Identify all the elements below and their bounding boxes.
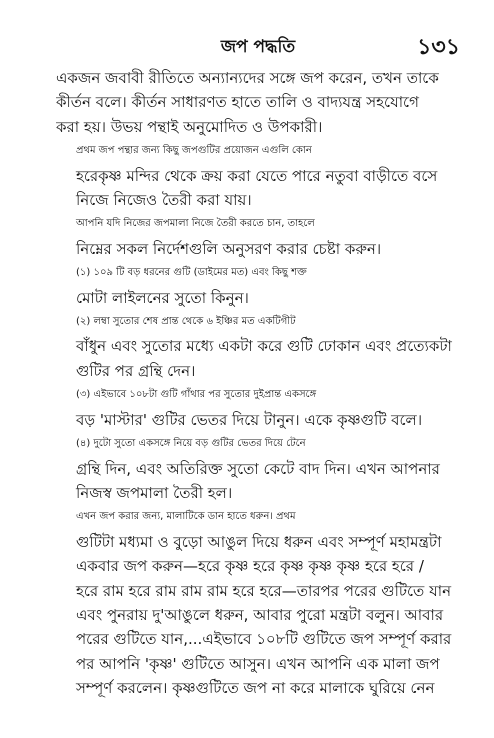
page-number: ১৩১ xyxy=(417,35,460,60)
paragraph xyxy=(56,432,460,505)
text-line: গুটিটা মধ্যমা ও বুড়ো আঙুল দিয়ে ধরুন এবং সম্পূর্ণ মহামন্ত্রটা xyxy=(76,532,442,551)
text-line: পরের গুটিতে যান,...এইভাবে ১০৮টি গুটিতে জপ সম্পূর্ণ করার xyxy=(76,630,452,649)
page-header xyxy=(56,30,460,60)
paragraph xyxy=(56,383,460,432)
paragraph xyxy=(56,212,460,261)
paragraph xyxy=(56,66,460,139)
text-line: কীর্তন বলে। কীর্তন সাধারণত হাতে তালি ও বাদ্যযন্ত্র সহযোগে xyxy=(56,93,419,112)
text-line: একজন জবাবী রীতিতে অন্যান্যদের সঙ্গে জপ করেন, তখন তাকে xyxy=(56,69,439,87)
text-line: (২) লম্বা সুতোর শেষ প্রান্ত থেকে ৬ ইঞ্চির মত একটিগীট xyxy=(76,316,296,328)
text-line: (৩) এইভাবে ১০৮টা গুটি গাঁথার পর সুতোর দুইপ্রান্ত একসঙ্গে xyxy=(76,389,317,401)
text-line: নিজস্ব জপমালা তৈরী হল। xyxy=(76,483,233,502)
text-line: বড় 'মাস্টার' গুটির ভেতর দিয়ে টানুন। একে কৃষ্ণগুটি বলে। xyxy=(76,410,423,429)
text-line: পর আপনি 'কৃষ্ণ' গুটিতে আসুন। এখন আপনি এক মালা জপ xyxy=(76,654,440,673)
text-line: আপনি যদি নিজের জপমালা নিজে তৈরী করতে চান, তাহলে xyxy=(76,218,315,230)
page-body xyxy=(56,66,460,701)
text-line: একবার জপ করুন—হরে কৃষ্ণ হরে কৃষ্ণ কৃষ্ণ কৃষ্ণ হরে হরে / xyxy=(76,557,424,576)
text-line: হরে রাম হরে রাম রাম রাম হরে হরে—তারপর পরের গুটিতে যান xyxy=(76,581,452,600)
text-line: বাঁধুন এবং সুতোর মধ্যে একটা করে গুটি ঢোকান এবং প্রত্যেকটা xyxy=(76,337,452,356)
paragraph xyxy=(56,261,460,310)
text-line: গুটির পর গ্রন্থি দেন। xyxy=(76,361,196,380)
text-line: এবং পুনরায় দু'আঙুলে ধরুন, আবার পুরো মন্ত্রটা বলুন। আবার xyxy=(76,605,444,624)
text-line: (১) ১০৯ টি বড় ধরনের গুটি (ডাইমের মত) এবং কিছু শক্ত xyxy=(76,267,307,279)
text-line: সম্পূর্ণ করলেন। কৃষ্ণগুটিতে জপ না করে মালাকে ঘুরিয়ে নেন xyxy=(76,679,435,698)
text-line: হরেকৃষ্ণ মন্দির থেকে ক্রয় করা যেতে পারে নতুবা বাড়ীতে বসে xyxy=(76,166,438,185)
paragraph xyxy=(56,310,460,383)
running-title: জপ পদ্ধতি xyxy=(220,37,296,57)
paragraph xyxy=(56,139,460,212)
text-line: করা হয়। উভয় পন্থাই অনুমোদিত ও উপকারী। xyxy=(56,117,323,136)
text-line: গ্রন্থি দিন, এবং অতিরিক্ত সুতো কেটে বাদ দিন। এখন আপনার xyxy=(76,459,440,478)
text-line: নিম্নের সকল নির্দেশগুলি অনুসরণ করার চেষ্টা করুন। xyxy=(76,239,382,258)
text-line: মোটা লাইলনের সুতো কিনুন। xyxy=(76,288,249,307)
paragraph xyxy=(56,505,460,700)
text-line: এখন জপ করার জন্য, মালাটিকে ডান হাতে ধরুন। প্রথম xyxy=(76,511,296,523)
text-line: প্রথম জপ পন্থার জন্য কিছু জপগুটির প্রয়োজন এগুলি কোন xyxy=(76,145,312,157)
text-line: (৪) দুটো সুতো একসঙ্গে নিয়ে বড় গুটির ভেতর দিয়ে টেনে xyxy=(76,438,306,450)
text-line: নিজে নিজেও তৈরী করা যায়। xyxy=(76,191,252,210)
